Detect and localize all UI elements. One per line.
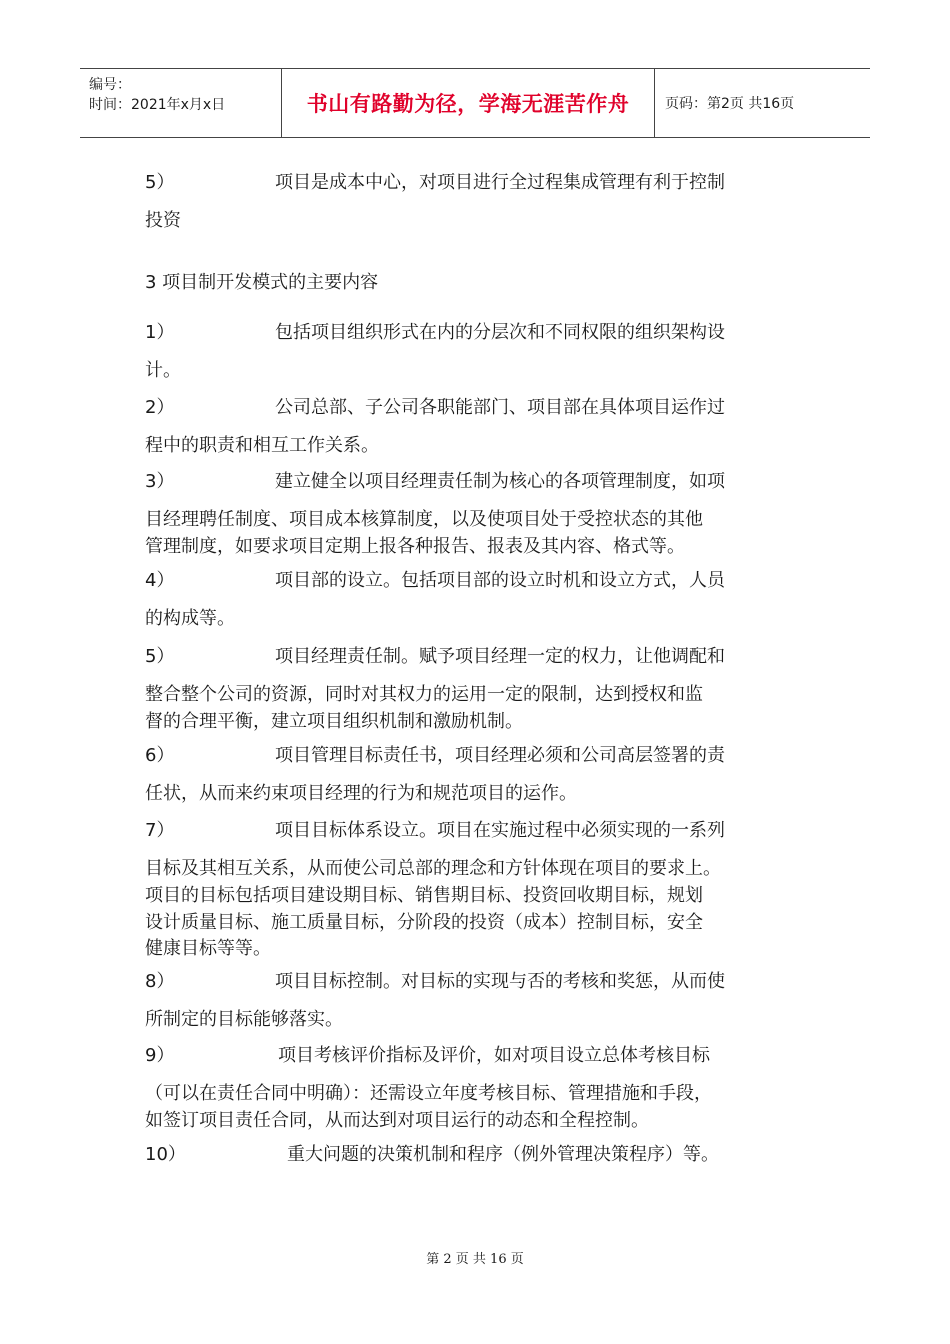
item-text: 项目管理目标责任书，项目经理必须和公司高层签署的责 [275,745,725,766]
list-item [145,467,725,497]
section-heading: 3 项目制开发模式的主要内容 [145,272,379,293]
item-text: 项目经理责任制。赋予项目经理一定的权力，让他调配和 [275,646,725,667]
item-text: 项目目标体系设立。项目在实施过程中必须实现的一系列 [275,820,725,841]
item-text: 项目部的设立。包括项目部的设立时机和设立方式，人员 [275,570,725,591]
paragraph-line: 所制定的目标能够落实。 [145,1009,343,1030]
item-text: 建立健全以项目经理责任制为核心的各项管理制度，如项 [275,471,725,492]
item-text: 项目目标控制。对目标的实现与否的考核和奖惩，从而使 [275,971,725,992]
item-number: 5） [145,646,175,667]
paragraph-line: 督的合理平衡，建立项目组织机制和激励机制。 [145,711,523,732]
item-number: 3） [145,471,175,492]
paragraph-line: 设计质量目标、施工质量目标，分阶段的投资（成本）控制目标，安全 [145,912,703,933]
item-number: 7） [145,820,175,841]
list-item [145,642,725,672]
list-item [145,816,725,846]
page-footer: 第 2 页 共 16 页 [426,1252,524,1267]
header-page-info: 页码：第2页 共16页 [665,96,795,112]
item-5-first [145,168,725,198]
list-item [145,318,725,348]
paragraph-line: 整合整个公司的资源，同时对其权力的运用一定的限制，达到授权和监 [145,684,703,705]
item-text: 项目是成本中心，对项目进行全过程集成管理有利于控制 [275,172,725,193]
paragraph-line: 目标及其相互关系，从而使公司总部的理念和方针体现在项目的要求上。 [145,858,721,879]
item-number: 6） [145,745,175,766]
list-item [145,967,725,997]
paragraph-line: 项目的目标包括项目建设期目标、销售期目标、投资回收期目标，规划 [145,885,703,906]
item-number: 2） [145,397,175,418]
paragraph-line: 投资 [145,210,181,231]
list-item [145,566,725,596]
header-meta [80,69,282,137]
item-text: 项目考核评价指标及评价，如对项目设立总体考核目标 [278,1045,710,1066]
paragraph-line: 程中的职责和相互工作关系。 [145,435,379,456]
time-label: 时间：2021年x月x日 [89,97,226,113]
item-number: 5） [145,172,175,193]
paragraph-line: 计。 [145,360,181,381]
header-motto: 书山有路勤为径，学海无涯苦作舟 [282,69,655,137]
item-text: 公司总部、子公司各职能部门、项目部在具体项目运作过 [275,397,725,418]
item-number: 8） [145,971,175,992]
item-number: 10） [145,1144,186,1165]
list-item [145,393,725,423]
item-number: 9） [145,1045,175,1066]
paragraph-line: 管理制度，如要求项目定期上报各种报告、报表及其内容、格式等。 [145,536,685,557]
page-header [80,68,870,138]
code-label: 编号： [89,77,131,93]
list-item [145,1041,710,1071]
paragraph-line: 如签订项目责任合同，从而达到对项目运行的动态和全程控制。 [145,1110,649,1131]
paragraph-line: （可以在责任合同中明确）：还需设立年度考核目标、管理措施和手段， [145,1083,712,1104]
paragraph-line: 健康目标等等。 [145,938,271,959]
paragraph-line: 目经理聘任制度、项目成本核算制度，以及使项目处于受控状态的其他 [145,509,703,530]
paragraph-line: 任状，从而来约束项目经理的行为和规范项目的运作。 [145,783,577,804]
list-item [145,1140,719,1170]
item-text: 包括项目组织形式在内的分层次和不同权限的组织架构设 [275,322,725,343]
list-item [145,741,725,771]
item-text: 重大问题的决策机制和程序（例外管理决策程序）等。 [287,1144,719,1165]
item-number: 4） [145,570,175,591]
item-number: 1） [145,322,175,343]
paragraph-line: 的构成等。 [145,608,235,629]
